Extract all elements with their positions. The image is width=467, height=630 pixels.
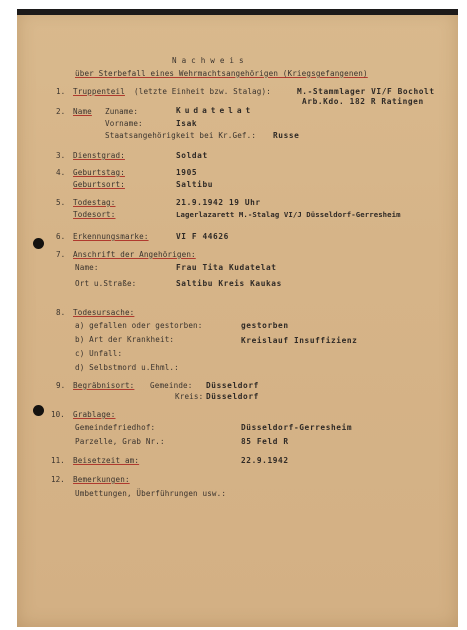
item-number: 3. — [56, 151, 66, 160]
field-label-geburtsort: Geburtsort: — [73, 180, 125, 189]
field-value-truppenteil: M.-Stammlager VI/F Bocholt — [297, 87, 435, 96]
field-label-grablage: Grablage: — [73, 410, 116, 419]
document-title: Nachweis — [172, 56, 249, 65]
item-number: 2. — [56, 107, 66, 116]
field-label-krankheit: b) Art der Krankheit: — [75, 335, 175, 344]
punch-hole — [33, 238, 44, 249]
document-subtitle: über Sterbefall eines Wehrmachtsangehörigen (Kriegsgefangenen) — [75, 69, 368, 78]
field-label-bemerkungen: Bemerkungen: — [73, 475, 130, 484]
field-label-anschrift: Anschrift der Angehörigen: — [73, 250, 196, 259]
field-label-vorname: Vorname: — [105, 119, 143, 128]
item-number: 4. — [56, 168, 66, 177]
field-label-begraebnisort: Begräbnisort: — [73, 381, 135, 390]
field-label-umbettungen: Umbettungen, Überführungen usw.: — [75, 489, 227, 498]
field-value-vorname: Isak — [176, 119, 198, 128]
field-value-gefallen: gestorben — [241, 321, 289, 330]
field-value-gemeinde: Düsseldorf — [206, 381, 259, 390]
item-number: 5. — [56, 198, 66, 207]
field-value-staatsangehoerigkeit: Russe — [273, 131, 300, 140]
field-value-krankheit: Kreislauf Insuffizienz — [241, 336, 358, 345]
field-label-unfall: c) Unfall: — [75, 349, 123, 358]
field-value-todesort: Lagerlazarett M.-Stalag VI/J Düsseldorf-Gerresheim — [176, 210, 401, 219]
field-label-todesursache: Todesursache: — [73, 308, 135, 317]
item-number: 10. — [51, 410, 65, 419]
punch-hole — [33, 405, 44, 416]
field-label-todestag: Todestag: — [73, 198, 116, 207]
field-label-todesort: Todesort: — [73, 210, 116, 219]
field-label-ort-strasse: Ort u.Straße: — [75, 279, 137, 288]
field-value-arbeitskommando: Arb.Kdo. 182 R Ratingen — [302, 97, 424, 106]
field-value-zuname: Kudatelat — [176, 106, 255, 115]
item-number: 9. — [56, 381, 66, 390]
item-number: 6. — [56, 232, 66, 241]
field-label-selbstmord: d) Selbstmord u.Ehml.: — [75, 363, 179, 372]
field-value-geburtsort: Saltibu — [176, 180, 214, 189]
field-label-truppenteil-suffix: (letzte Einheit bzw. Stalag): — [134, 87, 271, 96]
field-label-angehoerige-name: Name: — [75, 263, 99, 272]
field-label-gefallen: a) gefallen oder gestorben: — [75, 321, 203, 330]
field-value-todestag: 21.9.1942 19 Uhr — [176, 198, 261, 207]
field-value-kreis: Düsseldorf — [206, 392, 259, 401]
field-label-truppenteil: Truppenteil — [73, 87, 125, 96]
field-label-staatsangehoerigkeit: Staatsangehörigkeit bei Kr.Gef.: — [105, 131, 257, 140]
field-label-erkennungsmarke: Erkennungsmarke: — [73, 232, 149, 241]
field-label-parzelle: Parzelle, Grab Nr.: — [75, 437, 165, 446]
field-label-beisetzzeit: Beisetzeit am: — [73, 456, 140, 465]
field-label-zuname: Zuname: — [105, 107, 139, 116]
field-value-parzelle: 85 Feld R — [241, 437, 289, 446]
field-label-dienstgrad: Dienstgrad: — [73, 151, 125, 160]
field-value-gemeindefriedhof: Düsseldorf-Gerresheim — [241, 423, 353, 432]
field-label-gemeindefriedhof: Gemeindefriedhof: — [75, 423, 156, 432]
item-number: 1. — [56, 87, 66, 96]
field-value-beisetzzeit: 22.9.1942 — [241, 456, 289, 465]
field-value-geburtstag: 1905 — [176, 168, 198, 177]
item-number: 8. — [56, 308, 66, 317]
field-label-kreis: Kreis: — [175, 392, 204, 401]
field-label-geburtstag: Geburtstag: — [73, 168, 125, 177]
item-number: 12. — [51, 475, 65, 484]
item-number: 11. — [51, 456, 65, 465]
field-value-angehoerige-name: Frau Tita Kudatelat — [176, 263, 277, 272]
field-value-dienstgrad: Soldat — [176, 151, 208, 160]
scan-top-edge — [17, 9, 458, 15]
item-number: 7. — [56, 250, 66, 259]
field-value-ort-strasse: Saltibu Kreis Kaukas — [176, 279, 282, 288]
field-label-name: Name — [73, 107, 92, 116]
field-value-erkennungsmarke: VI F 44626 — [176, 232, 229, 241]
field-label-gemeinde: Gemeinde: — [150, 381, 193, 390]
